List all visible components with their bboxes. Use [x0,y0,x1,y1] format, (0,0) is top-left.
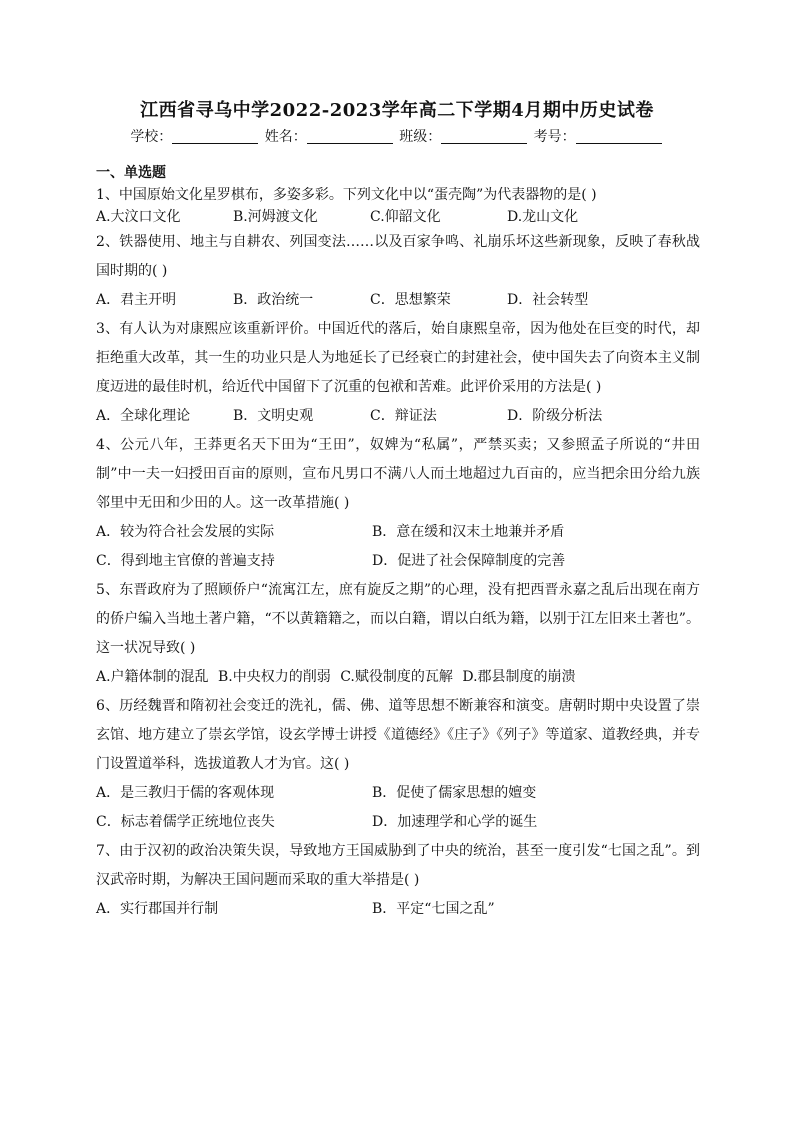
option-d: D.龙山文化 [507,209,579,225]
option-a: A．全球化理论 [96,408,191,424]
option-b: B.中央权力的削弱 [218,669,331,685]
question-options [96,286,700,315]
class-label: 班级： [399,129,442,145]
option-b: B．意在缓和汉末土地兼并矛盾 [372,524,565,540]
option-b: B.河姆渡文化 [233,209,318,225]
option-d: D．加速理学和心学的诞生 [372,814,538,830]
section-heading: 一、单选题 [96,165,166,181]
option-a: A．是三教归于儒的客观体现 [96,785,275,801]
option-a: A．较为符合社会发展的实际 [96,524,275,540]
question-stem: 1、中国原始文化星罗棋布，多姿多彩。下列文化中以“蛋壳陶”为代表器物的是( ) [96,187,597,203]
question-options [96,547,700,576]
option-c: C.仰韶文化 [370,209,441,225]
option-a: A．君主开明 [96,292,177,308]
option-a: A.户籍体制的混乱 [96,669,209,685]
number-label: 考号： [533,129,576,145]
number-blank[interactable] [576,129,662,144]
class-blank[interactable] [441,129,527,144]
option-d: D.郡县制度的崩溃 [462,669,576,685]
option-c: C．得到地主官僚的普遍支持 [96,553,275,569]
option-a: A.大汶口文化 [96,209,181,225]
option-c: C.赋役制度的瓦解 [340,669,453,685]
question-options [96,402,700,431]
question-options [96,663,700,692]
option-c: C．标志着儒学正统地位丧失 [96,814,275,830]
option-b: B．政治统一 [233,292,314,308]
option-b: B．促使了儒家思想的嬗变 [372,785,537,801]
question-list [96,162,700,924]
option-d: D．促进了社会保障制度的完善 [372,553,566,569]
school-label: 学校： [130,129,173,145]
question-stem: 3、有人认为对康熙应该重新评价。中国近代的落后，始自康熙皇帝，因为他处在巨变的时代，却拒绝重大改革，其一生的功业只是人为地延长了已经衰亡的封建社会，使中国失去了向资本主义制度迈进的最佳时机，给近代中国留下了沉重的包袱和苦难。此评价采用的方法是( ) [96,321,700,395]
name-blank[interactable] [307,129,393,144]
question-stem: 7、由于汉初的政治决策失误，导致地方王国威胁到了中央的统治，甚至一度引发“七国之乱”。到汉武帝时期，为解决王国问题而采取的重大举措是( ) [96,843,700,888]
question-options [96,895,700,924]
question-stem: 5、东晋政府为了照顾侨户“流寓江左，庶有旋反之期”的心理，没有把西晋永嘉之乱后出现在南方的侨户编入当地土著户籍，“不以黄籍籍之，而以白籍，谓以白纸为籍，以别于江左旧来土著也”。这一状况导致( ) [96,582,700,656]
option-d: D．社会转型 [507,292,589,308]
option-a: A．实行郡国并行制 [96,901,219,917]
question-stem: 4、公元八年，王莽更名天下田为“王田”，奴婢为“私属”，严禁买卖；又参照孟子所说的“井田制”中一夫一妇授田百亩的原则，宣布凡男口不满八人而土地超过九百亩的，应当把余田分给九族邻里中无田和少田的人。这一改革措施( ) [96,437,700,511]
option-d: D．阶级分析法 [507,408,603,424]
name-label: 姓名： [264,129,307,145]
question-options [96,518,700,547]
option-c: C．思想繁荣 [370,292,451,308]
school-blank[interactable] [172,129,258,144]
question-options [96,808,700,837]
question-stem: 6、历经魏晋和隋初社会变迁的洗礼，儒、佛、道等思想不断兼容和演变。唐朝时期中央设置了崇玄馆、地方建立了崇玄学馆，设玄学博士讲授《道德经》《庄子》《列子》等道家、道教经典，并专门设置道举科，选拔道教人才为官。这( ) [96,698,700,772]
option-b: B．文明史观 [233,408,314,424]
page-title: 江西省寻乌中学2022-2023学年高二下学期4月期中历史试卷 [140,100,654,121]
question-stem: 2、铁器使用、地主与自耕农、列国变法……以及百家争鸣、礼崩乐坏这些新现象，反映了春秋战国时期的( ) [96,234,700,279]
student-info-line [0,126,794,146]
question-options [96,206,700,228]
question-options [96,779,700,808]
option-c: C．辩证法 [370,408,437,424]
option-b: B．平定“七国之乱” [372,901,495,917]
